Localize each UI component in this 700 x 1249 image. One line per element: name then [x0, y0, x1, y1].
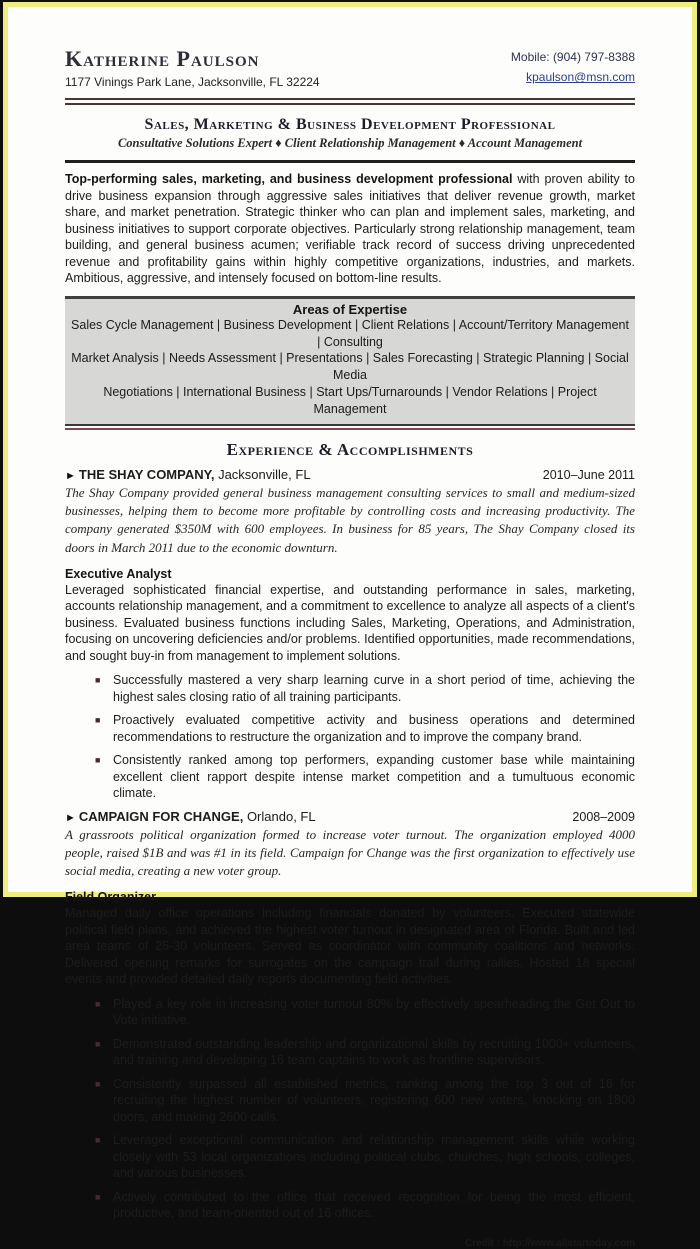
mobile-number: Mobile: (904) 797-8388	[510, 50, 635, 64]
job-company-line	[65, 467, 311, 482]
company-location: Jacksonville, FL	[214, 466, 311, 482]
bullet-text: Consistently ranked among top performers, expanding customer base while maintaining excellent client rapport despite intense market competition and a tumultuous economic climate.	[113, 753, 635, 801]
bullet-text: Actively contributed to the office that received recognition for being the most efficient, productive, and team-oriented out of 16 offices.	[113, 1189, 635, 1221]
company-name: THE SHAY COMPANY,	[78, 466, 215, 482]
job-role-title: Field Organizer	[65, 890, 156, 905]
job-header	[65, 809, 635, 824]
job-bullet-list	[65, 996, 635, 1222]
square-bullet-icon: ■	[95, 715, 101, 726]
job-bullet-list	[65, 672, 635, 802]
square-bullet-icon: ■	[95, 675, 101, 686]
company-arrow-icon: ►	[65, 811, 76, 824]
header-contact	[511, 47, 635, 88]
resume-page	[8, 7, 692, 1249]
resume-subtitle: Consultative Solutions Expert ♦ Client Relationship Management ♦ Account Management	[117, 136, 583, 151]
expertise-title: Areas of Expertise	[292, 301, 408, 317]
company-location: Orlando, FL	[243, 808, 316, 824]
bullet-item	[65, 1036, 635, 1069]
square-bullet-icon: ■	[95, 1191, 101, 1202]
summary-lead: Top-performing sales, marketing, and business development professional	[65, 172, 513, 187]
bullet-item	[65, 712, 635, 745]
job-dates: 2010–June 2011	[542, 467, 635, 482]
header	[65, 47, 635, 89]
expertise-bottom-rule	[65, 428, 635, 430]
job-dates: 2008–2009	[572, 809, 635, 824]
job-header	[65, 467, 635, 482]
company-description: A grassroots political organization formed to increase voter turnout. The organization employed 4000 people, raised $1B and was #1 in its field. Campaign for Change was the first organization to effectively use social media, creating a new voter group.	[65, 826, 635, 879]
bullet-text: Successfully mastered a very sharp learning curve in a short period of time, achieving the highest sales closing ratio of all training participants.	[113, 673, 635, 704]
bullet-text: Consistently surpassed all established metrics, ranking among the top 3 out of 16 for recruiting the highest number of volunteers, registering 600 new voters, knocking on 1800 doors, and making 2600 calls.	[113, 1076, 635, 1124]
bullet-item	[65, 1189, 635, 1222]
areas-of-expertise-box	[65, 296, 635, 426]
candidate-address: 1177 Vinings Park Lane, Jacksonville, FL 32224	[65, 75, 320, 90]
yellow-frame	[3, 2, 697, 1249]
job-company-line	[65, 809, 316, 824]
company-arrow-icon: ►	[65, 469, 76, 482]
square-bullet-icon: ■	[95, 1038, 101, 1049]
company-name: CAMPAIGN FOR CHANGE,	[78, 808, 244, 824]
bullet-item	[65, 1132, 635, 1182]
square-bullet-icon: ■	[95, 1135, 101, 1146]
expertise-row: Negotiations | International Business | Start Ups/Turnarounds | Vendor Relations | Project Management	[103, 385, 597, 417]
summary-top-rule	[65, 160, 635, 163]
header-double-rule	[65, 98, 635, 105]
bullet-item	[65, 1076, 635, 1126]
job-role-title: Executive Analyst	[65, 566, 172, 581]
job-role-summary: Managed daily office operations including financials donated by volunteers. Executed statewide political field plans, and achieved the highest voter turnout in designated area of Florida. Built and led area teams of 25-30 volunteers. Served as coordinator with community coalitions and networks. Delivered opening remarks for surrogates on the campaign trail during rallies. Hosted 18 special events and provided detailed daily reports documenting field activities.	[65, 906, 635, 987]
email-link[interactable]: kpaulson@msn.com	[526, 70, 635, 85]
expertise-row: Sales Cycle Management | Business Development | Client Relations | Account/Territory Management | Consulting	[71, 317, 629, 349]
summary-paragraph	[65, 171, 635, 287]
bullet-item	[65, 996, 635, 1029]
summary-body: with proven ability to drive business expansion through aggressive sales initiatives that deliver revenue growth, market share, and market penetration. Strategic thinker who can plan and implement sales, marketing, and business initiatives to support corporate objectives. Particularly strong relationship management, team building, and general business acumen; verifiable track record of success driving unprecedented revenue and profitability gains within highly competitive organizations, industries, and markets. Ambitious, aggressive, and intensely focused on bottom-line results.	[65, 172, 635, 286]
square-bullet-icon: ■	[95, 1078, 101, 1089]
resume-title: Sales, Marketing & Business Development Professional	[144, 116, 556, 134]
candidate-name: Katherine Paulson	[65, 46, 260, 71]
bullet-item	[65, 672, 635, 705]
bullet-text: Proactively evaluated competitive activity and business operations and determined recommendations to restructure the organization and to improve the company brand.	[113, 713, 635, 744]
bullet-text: Leveraged exceptional communication and relationship management skills while working closely with 53 local organizations including political clubs, churches, high schools, colleges, and various businesses.	[113, 1133, 635, 1181]
square-bullet-icon: ■	[95, 755, 101, 766]
credit-line: Credit : http://www.allstartoday.com	[464, 1237, 635, 1249]
expertise-row: Market Analysis | Needs Assessment | Presentations | Sales Forecasting | Strategic Planning | Social Media	[71, 351, 629, 383]
bullet-text: Demonstrated outstanding leadership and organizational skills by recruiting 1000+ volunteers, and training and developing 16 team captains to work as frontline supervisors.	[113, 1036, 635, 1068]
square-bullet-icon: ■	[95, 998, 101, 1009]
company-description: The Shay Company provided general business management consulting services to small and medium-sized businesses, helping them to become more profitable by controlling costs and increasing productivity. The company generated $350M with 600 employees. In business for 85 years, The Shay Company closed its doors in March 2011 due to the economic downturn.	[65, 484, 635, 555]
experience-section-title: Experience & Accomplishments	[226, 439, 474, 459]
header-left	[65, 47, 320, 89]
bullet-item	[65, 752, 635, 802]
bullet-text: Played a key role in increasing voter turnout 80% by effectively spearheading the Get Out to Vote initiative.	[113, 996, 635, 1028]
job-role-summary: Leveraged sophisticated financial expertise, and outstanding performance in sales, marketing, accounts relationship management, and a commitment to excellence to analyze all aspects of a client's business. Evaluated business functions including Sales, Marketing, Operations, and Administration, focusing on uncovering deficiencies and/or problems. Identified opportunities, made recommendations, and sought buy-in from management to implement solutions.	[65, 582, 635, 663]
